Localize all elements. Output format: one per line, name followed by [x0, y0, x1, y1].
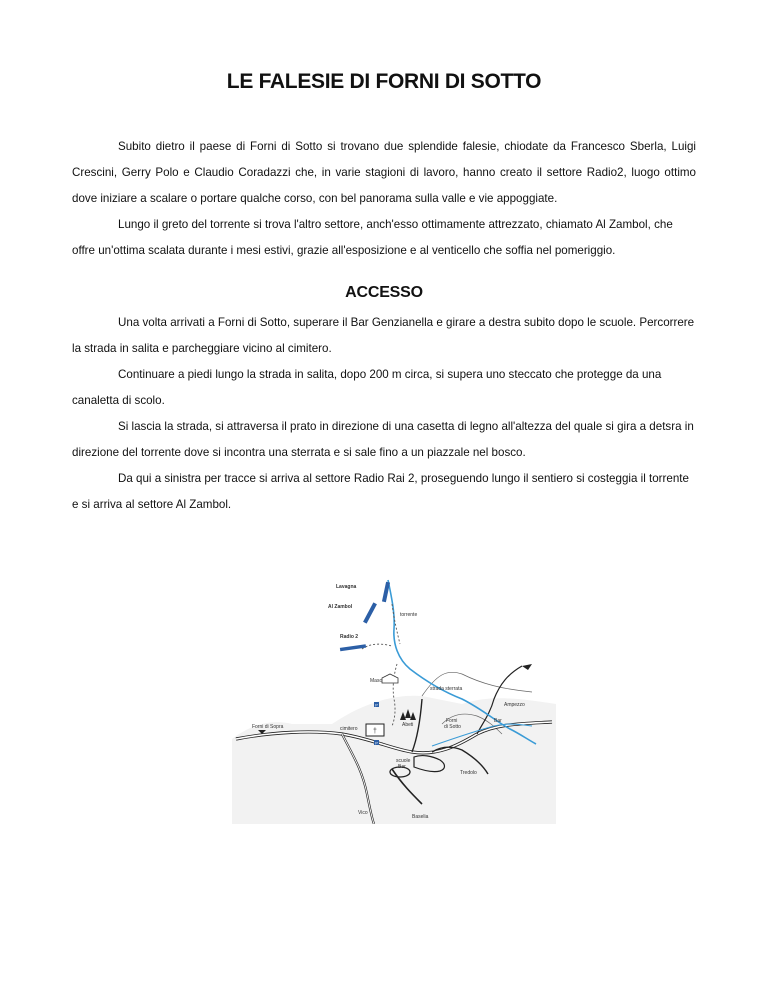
hill-contour	[422, 672, 532, 696]
map-label-forni-di-sotto: Forni	[446, 718, 458, 724]
map-label-torrente: torrente	[400, 612, 418, 618]
map-label-abeti: Abeti	[402, 722, 414, 728]
map-label-scuole: scuole	[396, 758, 411, 764]
intro-paragraph-2: Lungo il greto del torrente si trova l'altro settore, anch'esso ottimamente attrezzato, chiamato Al Zambol, che offre un'ottima scalata durante i mesi estivi, grazie all'esposizione e al venticello che soffia nel pomeriggio.	[72, 218, 673, 257]
crag-radio2	[340, 644, 366, 651]
accesso-paragraph-3: Si lascia la strada, si attraversa il prato in direzione di una casetta di legno all'altezza del quale si gira a detsra in direzione del torrente dove si incontra una sterrata e si sale fino a un piazzale nel bosco.	[72, 420, 694, 459]
map-label-maso: Maso	[370, 678, 383, 684]
section-heading-accesso: ACCESSO	[345, 284, 423, 301]
map-label-radio2: Radio 2	[340, 634, 359, 640]
map-label-cimitero: cimitero	[340, 726, 358, 732]
path-radio2	[362, 644, 392, 649]
map-label-baselia: Baselia	[412, 814, 429, 820]
access-map	[232, 574, 556, 824]
map-label-ampezzo: Ampezzo	[504, 702, 525, 708]
accesso-paragraph-4: Da qui a sinistra per tracce si arriva al settore Radio Rai 2, proseguendo lungo il sentiero si costeggia il torrente e si arriva al settore Al Zambol.	[72, 472, 689, 511]
valley-shading	[232, 696, 556, 824]
intro-paragraph-1: Subito dietro il paese di Forni di Sotto si trovano due splendide falesie, chiodate da Francesco Sberla, Luigi Crescini, Gerry Polo e Claudio Coradazzi che, in varie stagioni di lavoro, hanno creato il settore Radio2, luogo ottimo dove iniziare a scalare o portare qualche corso, con bel panorama sulla valle e vie appoggiate.	[72, 140, 696, 205]
cemetery-cross: †	[373, 728, 377, 735]
map-label-strada-sterrata: strada sterrata	[430, 686, 463, 692]
page-title: LE FALESIE DI FORNI DI SOTTO	[226, 70, 542, 93]
arrow-ampezzo-icon	[522, 664, 532, 670]
map-label-forni-di-sotto-2: di Sotto	[444, 724, 461, 730]
map-label-tredolo: Tredolo	[460, 770, 477, 776]
map-label-scuole-bar: Bar	[398, 764, 406, 770]
map-label-al-zambol: Al Zambol	[328, 604, 353, 610]
accesso-paragraph-2: Continuare a piedi lungo la strada in salita, dopo 200 m circa, si supera uno steccato che protegge da una canaletta di scolo.	[72, 368, 662, 407]
crag-al-zambol	[363, 602, 377, 623]
map-label-bar: Bar	[494, 718, 502, 724]
parking-label-2: P	[375, 740, 378, 746]
map-label-lavagna: Lavagna	[336, 584, 357, 590]
path-zambol	[392, 604, 400, 644]
map-label-forni-di-sopra: Forni di Sopra	[252, 724, 284, 730]
map-label-vico: Vico	[358, 810, 368, 816]
accesso-paragraph-1: Una volta arrivati a Forni di Sotto, superare il Bar Genzianella e girare a destra subito dopo le scuole. Percorrere la strada in salita e parcheggiare vicino al cimitero.	[72, 316, 695, 355]
crag-lavagna	[382, 582, 390, 602]
maso-icon	[382, 674, 398, 683]
parking-label-1: P	[375, 702, 378, 708]
